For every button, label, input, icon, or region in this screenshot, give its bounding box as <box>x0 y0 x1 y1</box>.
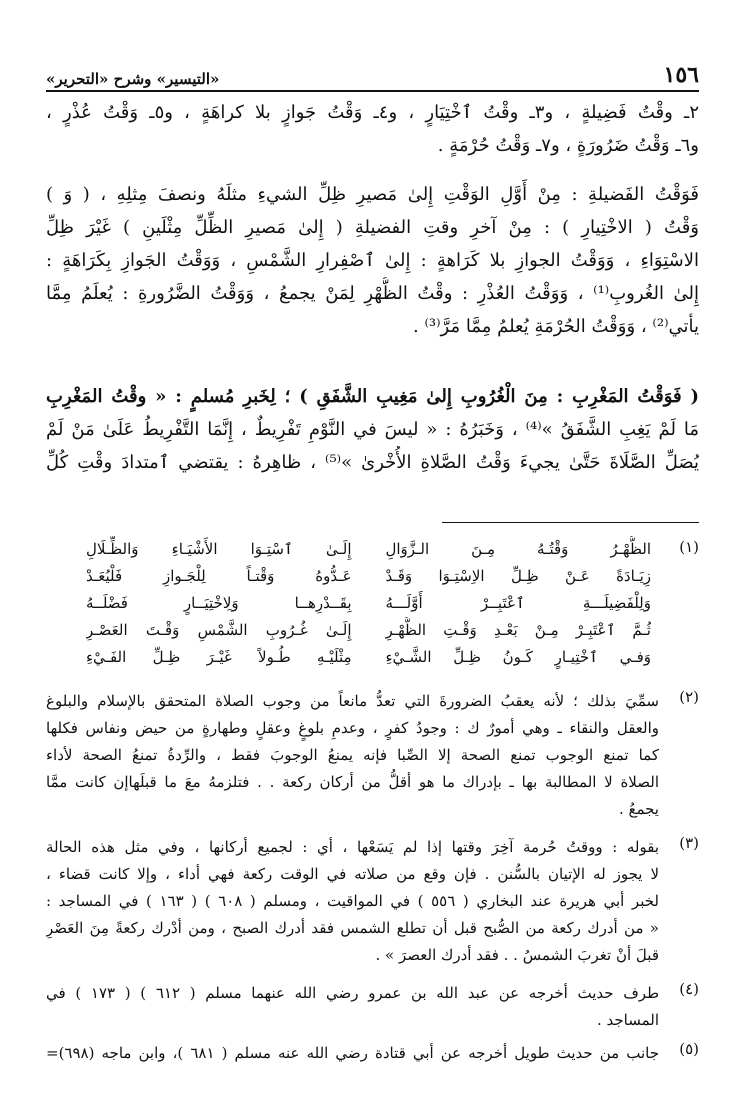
page-header <box>46 58 699 88</box>
text-line: فَوَقْتُ الفَضيلةِ : مِنْ أَوَّلِ الوَقْتِ إِلىٰ مَصيرِ ظِلِّ الشيءِ مثلَهُ ونصفَ مِثلِهِ ، ( وَ ) <box>46 184 699 205</box>
footnote-line: طرف حديث أخرجه عن عبد الله بن عمرو رضي الله عنهما مسلم ( ٦١٢ ) ( ١٧٣ ) في <box>46 984 659 1002</box>
footnote-number: (٢) <box>679 688 699 706</box>
footnote-line: لا يجوز له الإتيان بالسُّنن . فإن وقع من صلاته في الوقت ركعة فهي أداء ، وإلا كانت قضاء ، <box>46 865 659 883</box>
footnote-line: سمِّيَ بذلك ؛ لأنه يعقبُ الضرورةَ التي تعدُّ مانعاً من وجوب الصلاة المتحقق بالإسلام والبلوغ <box>46 692 659 710</box>
footnote-3 <box>46 834 699 974</box>
poem-verse <box>86 563 651 590</box>
poem-second-hemistich: إِلَـىٰ غُـرُوبِ الشَّمْسِ وَقْـتَ العَصْـرِ <box>86 621 352 639</box>
text-line: و٦ـ وَقْتُ ضَرُورَةٍ ، و٧ـ وَقْتُ حُرْمَةٍ . <box>437 135 699 156</box>
footnote-number: (٣) <box>679 834 699 852</box>
text-line: إِلىٰ الغُروبِ⁽¹⁾ ، وَوَقْتُ العُذْرِ : وقْتُ الظُّهْرِ لِمَنْ يجمعُ ، وَوَقْتُ الضَّرُورةِ : يُعلَمُ مِمَّا <box>46 283 699 304</box>
footnote-line: المساجد . <box>596 1011 659 1029</box>
text-line: وَقْتُ ( الاخْتِيارِ ) : مِنْ آخرِ وقتِ الفضيلةِ ( إِلىٰ مَصيرِ الظِّلِّ مِثْلَينِ ) غَيْرَ ظِلِّ <box>46 217 699 238</box>
poem-second-hemistich: بِقَــدْرِهــا وَلِاخْتِيَــارٍ فَضْلَــهُ <box>86 594 352 612</box>
text-line: يأتي⁽²⁾ ، وَوَقْتُ الحُرْمَةِ يُعلمُ مِمَّا مَرَّ⁽³⁾ . <box>413 316 699 337</box>
poem-verse <box>86 644 651 671</box>
footnote-4 <box>46 980 699 1036</box>
footnote-2 <box>46 688 699 828</box>
footnote-5 <box>46 1040 699 1068</box>
poem-first-hemistich: زِيَـادَةً عَـنْ ظِـلِّ الاِسْتِـوَا وَقَـدْ <box>385 567 651 585</box>
footnote-number: (٥) <box>679 1040 699 1058</box>
footnote-line: كما تمنع الوجوب تمنع الصحة إلا الصِّبا فإنه يمنعُ الوجوبَ فقط ، والرِّدةُ تمنعُ الصحة لأداء <box>46 746 659 764</box>
poem-first-hemistich: وَلِلْفَضِيلَـــةِ ٱعْتَبِــرْ أَوَّلَـــهُ <box>385 594 651 612</box>
footnote-line: جانب من حديث طويل أخرجه عن أبي قتادة رضي الله عنه مسلم ( ٦٨١ )، وابن ماجه (٦٩٨)= <box>46 1044 659 1062</box>
paragraph-time-types <box>46 96 699 162</box>
paragraph-maghrib-time <box>46 380 699 479</box>
poem-second-hemistich: عَـدُّوهُ وَقْتـاً لِلْجَـوازِ فَلْيُعَـدْ <box>86 567 352 585</box>
poem-first-hemistich: وَفـي ٱخْتِيـارٍ كَـونُ ظِـلِّ الشَّـيْءِ <box>385 648 651 666</box>
footnote-line: والعقل والنقاء ـ وهي أمورٌ ك : وجودُ كفرٍ ، وعدمِ بلوغٍ وعقلٍ وطهارةٍ من حيض ونفاس فكلها <box>46 719 659 737</box>
text-line: ٢ـ وقْتُ فَضِيلةٍ ، و٣ـ وقْتُ ٱخْتِيَارٍ ، و٤ـ وَقْتُ جَوازٍ بلا كراهَةٍ ، و٥ـ وَقْتُ عُذْرٍ ، <box>46 102 699 123</box>
footnote-line: لخبر أبي هريرة عند البخاري ( ٥٥٦ ) في المواقيت ، ومسلم ( ٦٠٨ ) ( ١٦٣ ) في المساجد : <box>46 892 659 910</box>
poem-first-hemistich: ثُـمَّ ٱعْتَبِـرْ مِـنْ بَعْـدِ وَقْـتِ الظُّهْـرِ <box>385 621 651 639</box>
footnote-line: « من أدرك ركعة من الصُّبح قبل أن تطلع الشمس فقد أدرك الصبح ، ومن أدْرك ركعةً مِنَ العَصْرِ <box>46 919 659 937</box>
footnote-number: (٤) <box>679 980 699 998</box>
footnote-line: يجمعُ . <box>618 800 659 818</box>
text-line: ( فَوَقْتُ المَغْرِبِ : مِنَ الْغُرُوبِ إِلىٰ مَغِيبِ الشَّفَقِ ) ؛ لِخَبرِ مُسلمٍ : « وقْتُ المَغْرِبِ <box>46 386 699 407</box>
page-number: ١٥٦ <box>663 62 699 88</box>
footnote-line: بقوله : ووقتُ حُرمة آخِرَ وقتها إذا لم يَسَعْها ، أي : لجميع أركانها ، وفي مثل هذه الحالة <box>46 838 659 856</box>
footnote-1-poem <box>46 532 699 688</box>
footnote-number: (١) <box>679 538 699 556</box>
footnote-line: الصلاة لا المطالبة بها ـ بإدراك ما هو أقلُّ من أركان ركعة . . فتلزمهُ معَ ما قبلَهاإن كانت ممَّا <box>46 773 659 791</box>
poem-second-hemistich: إِلَـىٰ ٱسْتِـوَا الأَشْيَـاءِ وَالظِّـلَالِ <box>86 540 352 558</box>
header-divider <box>46 90 699 92</box>
poem-second-hemistich: مِثْلَيْـهِ طُـولاً غَيْـرَ ظِـلِّ الفَـيْءِ <box>86 648 352 666</box>
poem-verse <box>86 617 651 644</box>
running-title: «التيسير» وشرح «التحرير» <box>46 70 220 88</box>
poem-verse <box>86 536 651 563</box>
text-line: الاسْتِوَاءِ ، وَوَقْتُ الجوازِ بلا كَرَاهةٍ : إِلىٰ ٱصْفِرارِ الشَّمْسِ ، وَوَقْتُ الجَوازِ بِكَرَاهَةٍ : <box>46 250 699 271</box>
footnote-line: قبلَ أنْ تغربَ الشمسُ . . فقد أدرك العصرَ » . <box>375 946 659 964</box>
footnote-divider <box>442 522 699 523</box>
text-line: يُصَلِّ الصَّلَاةَ حَتَّىٰ يجيءَ وَقْتُ الصَّلاةِ الأُخْرىٰ »⁽⁵⁾ ، ظاهِرهُ : يقتضي ٱمتدادَ وقْتِ كُلِّ <box>46 452 699 473</box>
text-line: مَا لَمْ يَغِبِ الشَّفَقُ »⁽⁴⁾ ، وَخَبَرُهُ : « ليسَ في النَّوْمِ تَفْرِيطٌ ، إِنَّمَا التَّفْرِيطُ عَلَىٰ مَنْ لَمْ <box>46 419 699 440</box>
paragraph-time-definitions <box>46 178 699 343</box>
poem-verse <box>86 590 651 617</box>
poem-first-hemistich: الظُّهْـرُ وَقْتُـهُ مِـنَ الـزَّوَالِ <box>385 540 651 558</box>
